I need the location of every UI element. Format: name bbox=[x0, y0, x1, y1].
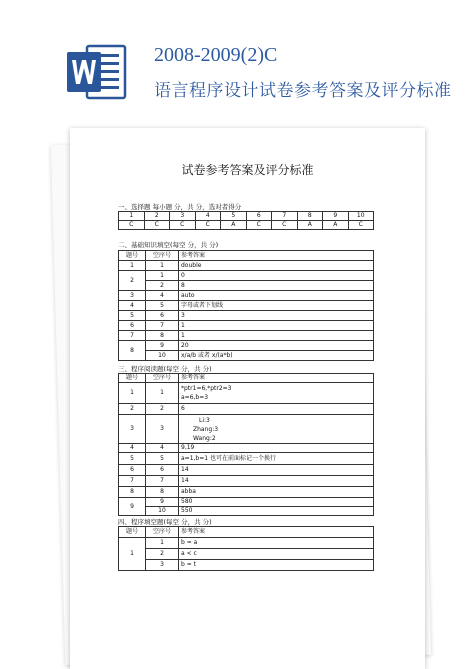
answer-cell: a=1,b=1 也可在前面标记一个换行 bbox=[179, 453, 374, 465]
table-cell: C bbox=[272, 221, 298, 230]
question-number: 3 bbox=[119, 415, 146, 444]
table-cell: 6 bbox=[246, 212, 272, 221]
document-page bbox=[70, 128, 425, 669]
column-header: 空序号 bbox=[146, 374, 179, 383]
question-number: 4 bbox=[119, 301, 146, 311]
table-row bbox=[119, 507, 374, 516]
document-title: 试卷参考答案及评分标准 bbox=[181, 163, 314, 177]
question-number: 5 bbox=[119, 453, 146, 465]
table-cell: 5 bbox=[221, 212, 247, 221]
question-number: 2 bbox=[119, 271, 146, 291]
section1-table bbox=[118, 211, 374, 230]
blank-number: 1 bbox=[146, 261, 179, 271]
answer-line: Wang:2 bbox=[193, 434, 216, 442]
page-header bbox=[0, 0, 474, 128]
question-number: 1 bbox=[119, 383, 146, 404]
table-cell: 2 bbox=[144, 212, 170, 221]
table-cell: 10 bbox=[348, 212, 374, 221]
table-cell: C bbox=[195, 221, 221, 230]
table-header-row bbox=[119, 251, 374, 261]
table-row bbox=[119, 261, 374, 271]
blank-number: 7 bbox=[146, 476, 179, 487]
table-row bbox=[119, 487, 374, 498]
column-header: 参考答案 bbox=[179, 527, 374, 538]
question-number: 7 bbox=[119, 331, 146, 341]
table-cell: 7 bbox=[272, 212, 298, 221]
table-row bbox=[119, 453, 374, 465]
column-header: 空序号 bbox=[146, 251, 179, 261]
answer-cell: auto bbox=[179, 291, 374, 301]
question-number: 1 bbox=[119, 538, 146, 571]
blank-number: 3 bbox=[146, 560, 179, 571]
table-row bbox=[119, 271, 374, 281]
question-number: 7 bbox=[119, 476, 146, 487]
table-cell: C bbox=[246, 221, 272, 230]
table-row bbox=[119, 383, 374, 404]
column-header: 题号 bbox=[119, 374, 146, 383]
section2-table bbox=[118, 250, 374, 361]
blank-number: 1 bbox=[146, 271, 179, 281]
question-number: 5 bbox=[119, 311, 146, 321]
table-cell: 1 bbox=[119, 212, 145, 221]
table-row bbox=[119, 351, 374, 361]
blank-number: 7 bbox=[146, 321, 179, 331]
blank-number: 4 bbox=[146, 444, 179, 453]
question-number: 6 bbox=[119, 321, 146, 331]
table-row bbox=[119, 444, 374, 453]
answer-cell: abba bbox=[179, 487, 374, 498]
answer-cell bbox=[179, 383, 374, 404]
blank-number: 9 bbox=[146, 498, 179, 507]
answer-cell: 字母或者下划线 bbox=[179, 301, 374, 311]
section3-table bbox=[118, 373, 374, 516]
answer-line: a=6,b=3 bbox=[181, 394, 209, 401]
blank-number: 1 bbox=[146, 383, 179, 404]
blank-number: 8 bbox=[146, 331, 179, 341]
answer-cell: 580 bbox=[179, 498, 374, 507]
answer-cell: x/a/b 或者 x/(a*b) bbox=[179, 351, 374, 361]
question-number: 8 bbox=[119, 341, 146, 361]
blank-number: 2 bbox=[146, 549, 179, 560]
table-row bbox=[119, 476, 374, 487]
table-row bbox=[119, 212, 374, 221]
answer-cell: b = t bbox=[179, 560, 374, 571]
table-row bbox=[119, 465, 374, 476]
blank-number: 10 bbox=[146, 351, 179, 361]
table-row bbox=[119, 311, 374, 321]
answer-cell: 9,19 bbox=[179, 444, 374, 453]
blank-number: 9 bbox=[146, 341, 179, 351]
answer-cell: 6 bbox=[179, 404, 374, 415]
answer-cell: double bbox=[179, 261, 374, 271]
table-row bbox=[119, 415, 374, 444]
blank-number: 2 bbox=[146, 404, 179, 415]
blank-number: 6 bbox=[146, 311, 179, 321]
answer-line: *ptr1=6,*ptr2=3 bbox=[181, 385, 232, 392]
section1-heading: 一、选择题 每小题 分，共 分，选对者得分 bbox=[118, 203, 242, 211]
blank-number: 6 bbox=[146, 465, 179, 476]
table-header-row bbox=[119, 374, 374, 383]
answer-cell: 550 bbox=[179, 507, 374, 516]
answer-cell: 3 bbox=[179, 311, 374, 321]
answer-cell: 8 bbox=[179, 281, 374, 291]
table-cell: 4 bbox=[195, 212, 221, 221]
question-number: 6 bbox=[119, 465, 146, 476]
blank-number: 2 bbox=[146, 281, 179, 291]
table-cell: A bbox=[221, 221, 247, 230]
section3-heading: 三、程序阅读题(每空 分，共 分) bbox=[118, 365, 212, 373]
blank-number: 5 bbox=[146, 301, 179, 311]
answer-line: Li:3 bbox=[199, 416, 210, 424]
column-header: 空序号 bbox=[146, 527, 179, 538]
question-number: 9 bbox=[119, 498, 146, 516]
blank-number: 8 bbox=[146, 487, 179, 498]
question-number: 4 bbox=[119, 444, 146, 453]
table-row bbox=[119, 404, 374, 415]
answer-line: Zhang:3 bbox=[193, 425, 219, 433]
blank-number: 4 bbox=[146, 291, 179, 301]
table-row bbox=[119, 321, 374, 331]
table-header-row bbox=[119, 527, 374, 538]
answer-cell: 1 bbox=[179, 331, 374, 341]
word-document-icon bbox=[65, 40, 129, 104]
table-row bbox=[119, 498, 374, 507]
table-cell: C bbox=[170, 221, 196, 230]
table-row bbox=[119, 221, 374, 230]
table-row bbox=[119, 538, 374, 549]
answer-cell: 0 bbox=[179, 271, 374, 281]
blank-number: 1 bbox=[146, 538, 179, 549]
table-cell: 8 bbox=[297, 212, 323, 221]
question-number: 8 bbox=[119, 487, 146, 498]
table-cell: C bbox=[348, 221, 374, 230]
table-cell: 9 bbox=[323, 212, 349, 221]
blank-number: 10 bbox=[146, 507, 179, 516]
blank-number: 5 bbox=[146, 453, 179, 465]
table-row bbox=[119, 549, 374, 560]
answer-cell: 14 bbox=[179, 465, 374, 476]
table-cell: 3 bbox=[170, 212, 196, 221]
page-title-line1: 2008-2009(2)C bbox=[154, 44, 278, 66]
table-row bbox=[119, 341, 374, 351]
column-header: 题号 bbox=[119, 251, 146, 261]
table-row bbox=[119, 301, 374, 311]
table-cell: A bbox=[323, 221, 349, 230]
table-row bbox=[119, 560, 374, 571]
answer-cell: 1 bbox=[179, 321, 374, 331]
answer-cell: 20 bbox=[179, 341, 374, 351]
column-header: 参考答案 bbox=[179, 374, 374, 383]
answer-cell: b = a bbox=[179, 538, 374, 549]
column-header: 题号 bbox=[119, 527, 146, 538]
question-number: 3 bbox=[119, 291, 146, 301]
table-cell: C bbox=[144, 221, 170, 230]
table-cell: A bbox=[297, 221, 323, 230]
column-header: 参考答案 bbox=[179, 251, 374, 261]
table-row bbox=[119, 291, 374, 301]
section4-heading: 四、程序填空题(每空 分，共 分) bbox=[118, 518, 212, 526]
answer-cell: a < c bbox=[179, 549, 374, 560]
section4-table bbox=[118, 526, 374, 571]
question-number: 2 bbox=[119, 404, 146, 415]
table-cell: C bbox=[119, 221, 145, 230]
table-row bbox=[119, 331, 374, 341]
blank-number: 3 bbox=[146, 415, 179, 444]
page-title-line2: 语言程序设计试卷参考答案及评分标准 bbox=[154, 81, 452, 101]
section2-heading: 二、基础知识填空(每空 分，共 分) bbox=[118, 241, 219, 249]
answer-cell: 14 bbox=[179, 476, 374, 487]
question-number: 1 bbox=[119, 261, 146, 271]
table-row bbox=[119, 281, 374, 291]
answer-cell bbox=[179, 415, 374, 444]
